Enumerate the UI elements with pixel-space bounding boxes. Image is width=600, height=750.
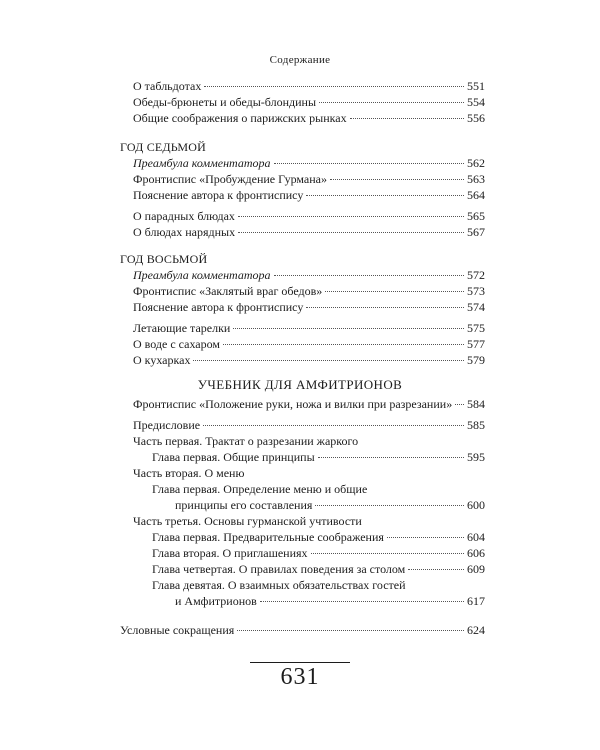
toc-entry[interactable] <box>133 353 485 367</box>
toc-entry-page: 609 <box>467 562 485 576</box>
toc-entry-page: 604 <box>467 530 485 544</box>
toc-entry-title: Пояснение автора к фронтиспису <box>133 188 304 202</box>
toc-entry-title: Преамбула комментатора <box>133 156 271 170</box>
toc-entry-page: 551 <box>467 79 485 93</box>
toc-entry-title: Глава первая. Предварительные соображения <box>152 530 384 544</box>
toc-part-heading[interactable]: Часть вторая. О меню <box>133 466 245 480</box>
dot-leader <box>274 275 464 276</box>
toc-entry-page: 562 <box>467 156 485 170</box>
part-title-amphitryon-manual: УЧЕБНИК ДЛЯ АМФИТРИОНОВ <box>197 377 403 392</box>
toc-entry-page: 574 <box>467 300 485 314</box>
toc-entry-title: Фронтиспис «Пробуждение Гурмана» <box>133 172 327 186</box>
toc-entry[interactable] <box>133 321 485 335</box>
dot-leader <box>193 360 464 361</box>
dot-leader <box>318 457 464 458</box>
toc-entry-page: 554 <box>467 95 485 109</box>
dot-leader <box>233 328 464 329</box>
dot-leader <box>306 307 464 308</box>
dot-leader <box>238 232 464 233</box>
toc-entry[interactable] <box>152 562 485 576</box>
toc-entry[interactable] <box>133 284 485 298</box>
toc-entry-page: 573 <box>467 284 485 298</box>
toc-entry[interactable] <box>133 225 485 239</box>
toc-entry-page: 567 <box>467 225 485 239</box>
dot-leader <box>260 601 464 602</box>
toc-entry-page: 577 <box>467 337 485 351</box>
toc-entry-title-line[interactable]: Глава первая. Определение меню и общие <box>152 482 368 496</box>
dot-leader <box>319 102 464 103</box>
toc-entry[interactable] <box>133 188 485 202</box>
toc-entry-title: О табльдотах <box>133 79 202 93</box>
toc-entry-title: О блюдах нарядных <box>133 225 236 239</box>
toc-entry-page: 565 <box>467 209 485 223</box>
toc-entry-page: 595 <box>467 450 485 464</box>
toc-entry-page: 572 <box>467 268 485 282</box>
toc-entry-page: 579 <box>467 353 485 367</box>
toc-entry-page: 564 <box>467 188 485 202</box>
toc-entry-title: Глава первая. Общие принципы <box>152 450 315 464</box>
dot-leader <box>325 291 464 292</box>
toc-entry-page: 585 <box>467 418 485 432</box>
toc-entry[interactable] <box>175 498 485 512</box>
toc-entry[interactable] <box>120 623 485 637</box>
toc-entry-title: О воде с сахаром <box>133 337 220 351</box>
toc-entry-title: принципы его составления <box>175 498 313 512</box>
toc-entry[interactable] <box>152 546 485 560</box>
dot-leader <box>387 537 464 538</box>
section-title-year-eight: ГОД ВОСЬМОЙ <box>120 252 208 266</box>
toc-entry[interactable] <box>133 418 485 432</box>
toc-entry[interactable] <box>152 530 485 544</box>
toc-entry-page: 606 <box>467 546 485 560</box>
dot-leader <box>330 179 464 180</box>
toc-entry[interactable] <box>152 450 485 464</box>
toc-entry[interactable] <box>133 209 485 223</box>
dot-leader <box>274 163 464 164</box>
toc-entry-title: Глава вторая. О приглашениях <box>152 546 308 560</box>
toc-entry-title: и Амфитрионов <box>175 594 257 608</box>
toc-entry-page: 600 <box>467 498 485 512</box>
folio-rule <box>250 662 350 663</box>
toc-entry-title-line[interactable]: Глава девятая. О взаимных обязательствах гостей <box>152 578 406 592</box>
dot-leader <box>408 569 464 570</box>
toc-entry[interactable] <box>133 268 485 282</box>
toc-entry-page: 624 <box>467 623 485 637</box>
dot-leader <box>237 630 464 631</box>
toc-entry-title: Фронтиспис «Заклятый враг обедов» <box>133 284 323 298</box>
dot-leader <box>350 118 464 119</box>
toc-entry-page: 584 <box>467 397 485 411</box>
dot-leader <box>315 505 464 506</box>
toc-entry-title: Пояснение автора к фронтиспису <box>133 300 304 314</box>
running-header: Содержание <box>269 54 331 66</box>
toc-entry-title: О кухарках <box>133 353 191 367</box>
toc-entry-title: О парадных блюдах <box>133 209 235 223</box>
page-number: 631 <box>280 664 320 690</box>
dot-leader <box>204 86 464 87</box>
toc-entry-title: Летающие тарелки <box>133 321 231 335</box>
toc-entry-title: Предисловие <box>133 418 201 432</box>
dot-leader <box>238 216 464 217</box>
toc-entry-title: Преамбула комментатора <box>133 268 271 282</box>
toc-entry[interactable] <box>133 79 485 93</box>
toc-part-heading[interactable]: Часть третья. Основы гурманской учтивости <box>133 514 362 528</box>
dot-leader <box>203 425 464 426</box>
toc-entry[interactable] <box>133 397 485 411</box>
dot-leader <box>223 344 464 345</box>
dot-leader <box>455 404 464 405</box>
toc-entry-title: Глава четвертая. О правилах поведения за столом <box>152 562 406 576</box>
toc-entry-title: Обеды-брюнеты и обеды-блондины <box>133 95 316 109</box>
dot-leader <box>311 553 464 554</box>
toc-entry-page: 556 <box>467 111 485 125</box>
toc-entry[interactable] <box>175 594 485 608</box>
toc-part-heading[interactable]: Часть первая. Трактат о разрезании жаркого <box>133 434 359 448</box>
toc-entry-page: 563 <box>467 172 485 186</box>
toc-entry[interactable] <box>133 172 485 186</box>
toc-entry[interactable] <box>133 156 485 170</box>
dot-leader <box>306 195 464 196</box>
section-title-year-seven: ГОД СЕДЬМОЙ <box>120 140 207 154</box>
toc-entry-title: Общие соображения о парижских рынках <box>133 111 347 125</box>
toc-entry[interactable] <box>133 300 485 314</box>
toc-entry-page: 575 <box>467 321 485 335</box>
toc-entry[interactable] <box>133 111 485 125</box>
toc-entry[interactable] <box>133 337 485 351</box>
toc-entry-page: 617 <box>467 594 485 608</box>
toc-entry-title: Условные сокращения <box>120 623 235 637</box>
toc-entry[interactable] <box>133 95 485 109</box>
toc-entry-title: Фронтиспис «Положение руки, ножа и вилки при разрезании» <box>133 397 453 411</box>
